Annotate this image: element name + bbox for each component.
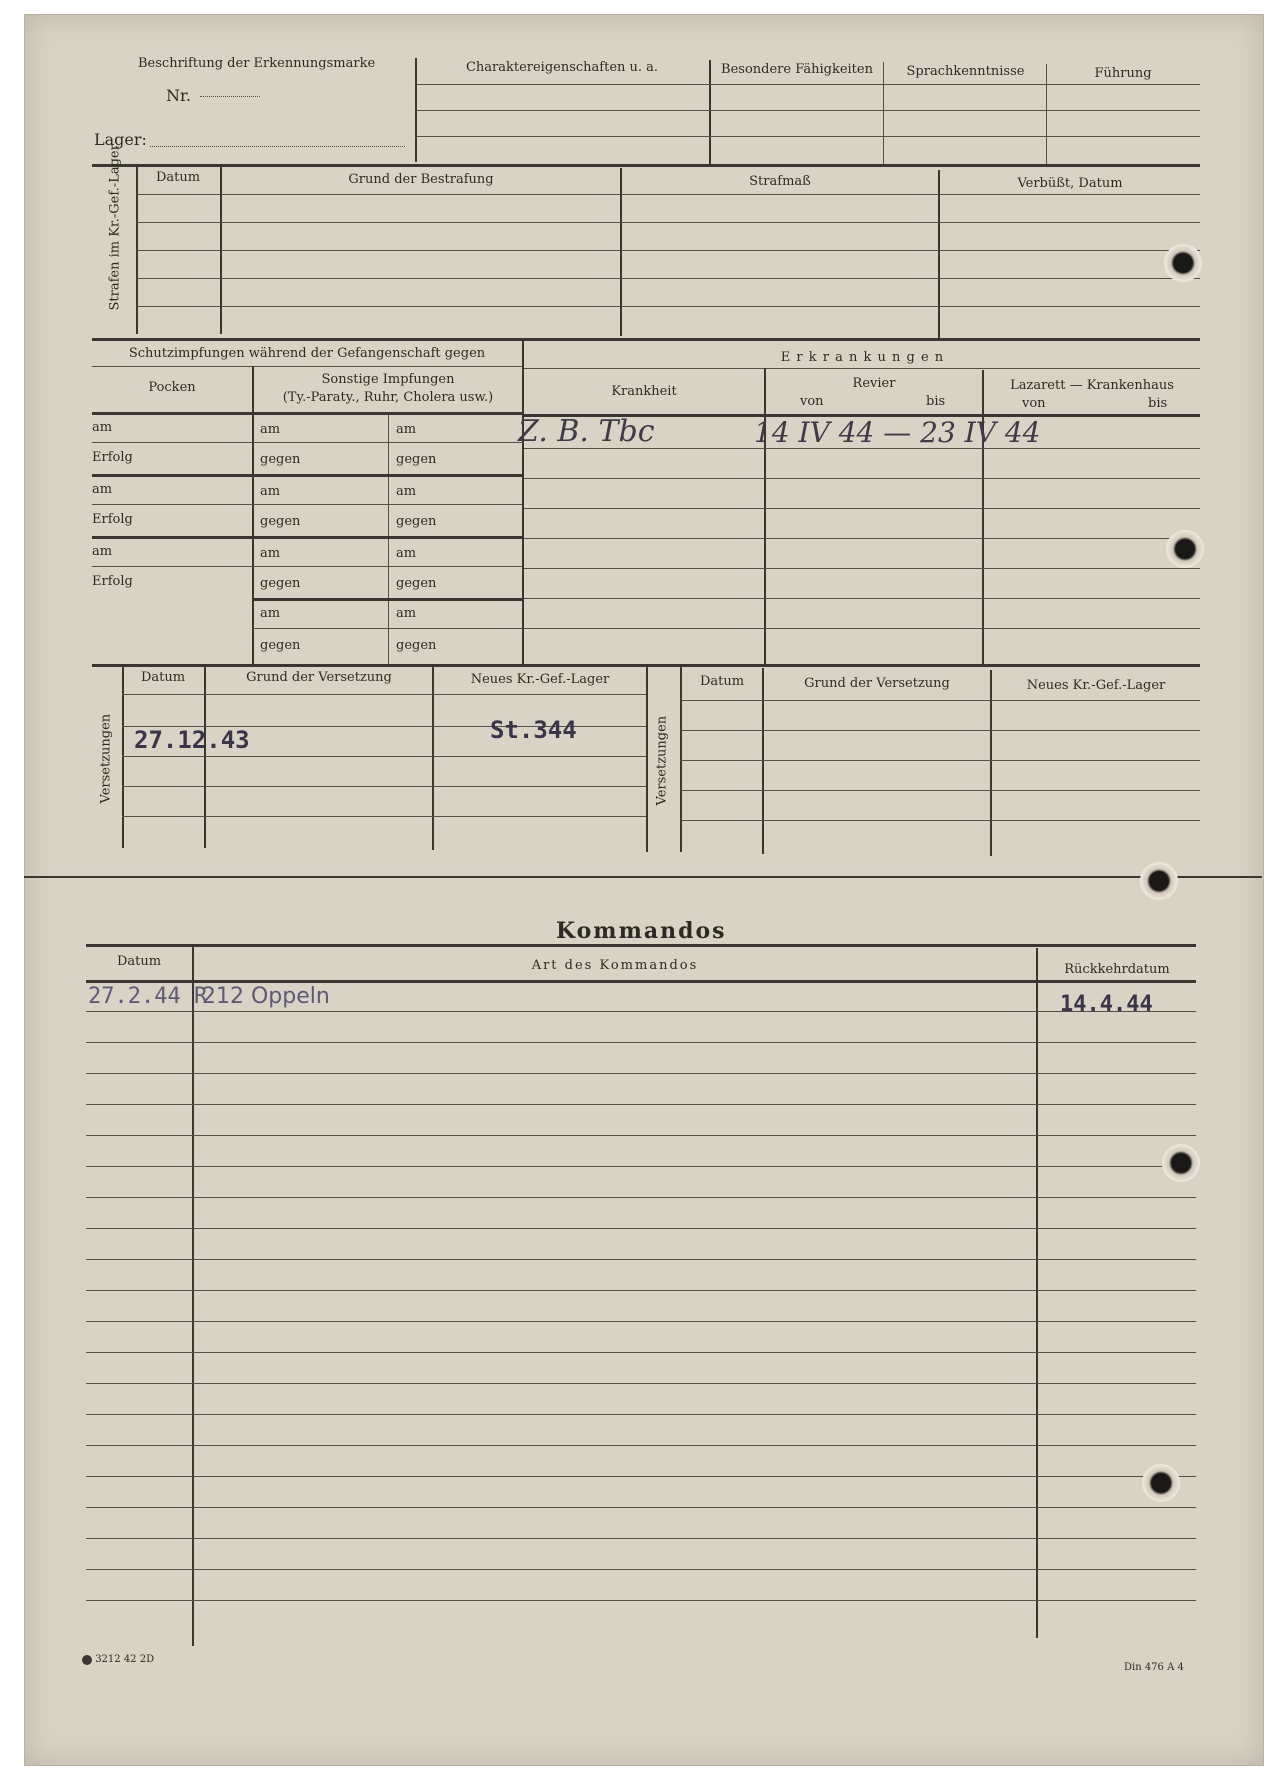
komm-rule bbox=[86, 1383, 1196, 1384]
versetzungen-side-label-right: Versetzungen bbox=[654, 715, 670, 806]
komm-rule bbox=[86, 1042, 1196, 1043]
punch-hole-icon bbox=[1166, 530, 1204, 568]
impf-am-1a: am bbox=[260, 422, 281, 437]
strafen-rule bbox=[136, 306, 1200, 307]
strafen-rule bbox=[136, 250, 1200, 251]
komm-rule bbox=[86, 1507, 1196, 1508]
pocken-am-3: am bbox=[92, 544, 113, 559]
erk-divider bbox=[764, 368, 766, 664]
pocken-am-1: am bbox=[92, 420, 113, 435]
lazarett-bis: bis bbox=[1148, 396, 1168, 411]
impf-gegen-3b: gegen bbox=[396, 576, 437, 591]
pocken-am-2: am bbox=[92, 482, 113, 497]
pocken-header: Pocken bbox=[148, 380, 196, 395]
strafen-header-verbuesst: Verbüßt, Datum bbox=[1017, 176, 1123, 191]
vers-rule bbox=[680, 820, 1200, 821]
lager-label: Lager: bbox=[94, 130, 147, 149]
vers-rule bbox=[122, 786, 646, 787]
header-faehigkeiten: Besondere Fähigkeiten bbox=[721, 62, 873, 77]
sonstige-header-1: Sonstige Impfungen bbox=[321, 372, 455, 387]
section-rule bbox=[92, 164, 1200, 167]
lazarett-von: von bbox=[1022, 396, 1046, 411]
impf-rule bbox=[92, 366, 522, 367]
vers-rule bbox=[122, 816, 646, 817]
vers-header-datum-left: Datum bbox=[140, 670, 186, 685]
lazarett-header: Lazarett — Krankenhaus bbox=[1010, 378, 1174, 393]
impf-rule bbox=[92, 474, 522, 477]
erk-rule bbox=[524, 628, 1200, 629]
lager-field bbox=[150, 146, 405, 147]
komm-entry-datum: 27.2.44 R bbox=[88, 984, 208, 1009]
vers-header-lager-right: Neues Kr.-Gef.-Lager bbox=[1026, 678, 1166, 693]
erkrankungen-title: E r k r a n k u n g e n bbox=[780, 350, 945, 365]
nr-label: Nr. bbox=[166, 86, 191, 105]
komm-rule bbox=[86, 1228, 1196, 1229]
erk-rule bbox=[524, 508, 1200, 509]
punch-hole-icon bbox=[1164, 244, 1202, 282]
punch-hole-icon bbox=[1162, 1144, 1200, 1182]
fold-line bbox=[24, 876, 1262, 878]
vers-header-lager-left: Neues Kr.-Gef.-Lager bbox=[470, 672, 610, 687]
komm-rule bbox=[86, 1538, 1196, 1539]
footer-left bbox=[82, 1654, 154, 1665]
krankheit-header: Krankheit bbox=[611, 384, 677, 399]
footer-right: Din 476 A 4 bbox=[1124, 1662, 1184, 1673]
komm-divider bbox=[1036, 948, 1038, 1638]
vers-divider bbox=[646, 666, 648, 852]
vers-rule bbox=[122, 756, 646, 757]
vers-rule bbox=[680, 700, 1200, 701]
krankheit-entry: Z. B. Tbc bbox=[518, 414, 655, 449]
footer-left-text: 3212 42 2D bbox=[95, 1654, 155, 1665]
komm-divider bbox=[192, 946, 194, 1646]
impf-am-2b: am bbox=[396, 484, 417, 499]
erk-rule bbox=[524, 598, 1200, 599]
strafen-header-grund: Grund der Bestrafung bbox=[348, 172, 494, 187]
impf-gegen-2a: gegen bbox=[260, 514, 301, 529]
impf-gegen-4b: gegen bbox=[396, 638, 437, 653]
top-rule bbox=[415, 110, 1200, 111]
impf-rule bbox=[92, 442, 522, 443]
komm-entry-art: 212 Oppeln bbox=[202, 984, 330, 1009]
strafen-side-label: Strafen im Kr.-Gef.-Lager bbox=[107, 144, 123, 311]
impf-rule bbox=[252, 628, 522, 629]
komm-rule bbox=[86, 1352, 1196, 1353]
impf-gegen-2b: gegen bbox=[396, 514, 437, 529]
komm-header-art: Art des Kommandos bbox=[531, 958, 699, 973]
vers-entry-lager: St.344 bbox=[490, 716, 577, 744]
versetzungen-side-label-left: Versetzungen bbox=[98, 713, 114, 804]
strafen-rule bbox=[136, 222, 1200, 223]
vers-rule bbox=[122, 694, 646, 695]
vers-rule bbox=[680, 760, 1200, 761]
komm-header-rueckkehr: Rückkehrdatum bbox=[1064, 962, 1170, 977]
komm-rule bbox=[86, 980, 1196, 983]
top-rule bbox=[415, 84, 1200, 85]
header-sprachen: Sprachkenntnisse bbox=[906, 64, 1025, 79]
komm-rule bbox=[86, 1445, 1196, 1446]
punch-hole-icon bbox=[1140, 862, 1178, 900]
erk-rule bbox=[524, 478, 1200, 479]
impf-am-4b: am bbox=[396, 606, 417, 621]
impf-rule bbox=[92, 504, 522, 505]
strafen-rule bbox=[136, 278, 1200, 279]
revier-header: Revier bbox=[852, 376, 896, 391]
vers-divider bbox=[762, 668, 764, 854]
impf-gegen-1a: gegen bbox=[260, 452, 301, 467]
komm-rule bbox=[86, 1135, 1196, 1136]
strafen-header-datum: Datum bbox=[155, 170, 201, 185]
komm-rule bbox=[86, 1476, 1196, 1477]
komm-rule bbox=[86, 1166, 1196, 1167]
top-rule bbox=[415, 136, 1200, 137]
vers-header-grund-left: Grund der Versetzung bbox=[246, 670, 392, 685]
erk-rule bbox=[524, 368, 1200, 369]
impf-am-2a: am bbox=[260, 484, 281, 499]
komm-rule bbox=[86, 1414, 1196, 1415]
impf-rule bbox=[92, 566, 522, 567]
impf-title: Schutzimpfungen während der Gefangenschaft gegen bbox=[128, 346, 486, 361]
komm-rule bbox=[86, 1104, 1196, 1105]
sonstige-header-2: (Ty.-Paraty., Ruhr, Cholera usw.) bbox=[282, 390, 494, 405]
impf-am-1b: am bbox=[396, 422, 417, 437]
revier-entry: 14 IV 44 — 23 IV 44 bbox=[754, 416, 1041, 449]
impf-rule bbox=[92, 536, 522, 539]
strafen-header-strafmass: Strafmaß bbox=[749, 174, 811, 189]
impf-gegen-4a: gegen bbox=[260, 638, 301, 653]
kommandos-title: Kommandos bbox=[556, 918, 727, 944]
impf-divider bbox=[252, 366, 254, 664]
footer-circle-icon bbox=[82, 1655, 92, 1665]
impf-am-3a: am bbox=[260, 546, 281, 561]
top-divider bbox=[883, 62, 884, 164]
vers-divider bbox=[990, 670, 992, 856]
vers-header-datum-right: Datum bbox=[699, 674, 745, 689]
komm-rule bbox=[86, 1011, 1196, 1012]
revier-bis: bis bbox=[926, 394, 946, 409]
komm-rule bbox=[86, 1197, 1196, 1198]
top-divider bbox=[1046, 64, 1047, 164]
pocken-erfolg-2: Erfolg bbox=[92, 512, 133, 527]
strafen-rule bbox=[136, 194, 1200, 195]
pocken-erfolg-3: Erfolg bbox=[92, 574, 133, 589]
revier-von: von bbox=[800, 394, 824, 409]
section-rule bbox=[86, 944, 1196, 947]
vers-divider bbox=[680, 666, 682, 852]
impf-am-4a: am bbox=[260, 606, 281, 621]
header-charakter: Charaktereigenschaften u. a. bbox=[465, 60, 659, 75]
tag-label: Beschriftung der Erkennungsmarke bbox=[138, 56, 376, 71]
punch-hole-icon bbox=[1142, 1464, 1180, 1502]
komm-rule bbox=[86, 1073, 1196, 1074]
vers-rule bbox=[680, 790, 1200, 791]
impf-gegen-3a: gegen bbox=[260, 576, 301, 591]
komm-header-datum: Datum bbox=[116, 954, 162, 969]
pocken-erfolg-1: Erfolg bbox=[92, 450, 133, 465]
impf-am-3b: am bbox=[396, 546, 417, 561]
impf-gegen-1b: gegen bbox=[396, 452, 437, 467]
nr-field bbox=[200, 96, 260, 97]
komm-rule bbox=[86, 1569, 1196, 1570]
komm-entry-rueckkehr: 14.4.44 bbox=[1060, 992, 1153, 1017]
impf-rule bbox=[92, 412, 522, 415]
vers-header-grund-right: Grund der Versetzung bbox=[804, 676, 950, 691]
section-rule bbox=[92, 338, 1200, 341]
komm-rule bbox=[86, 1321, 1196, 1322]
header-fuehrung: Führung bbox=[1094, 66, 1152, 81]
impf-rule bbox=[252, 598, 522, 601]
vers-entry-datum: 27.12.43 bbox=[134, 726, 250, 754]
erk-rule bbox=[524, 568, 1200, 569]
komm-rule bbox=[86, 1600, 1196, 1601]
komm-rule bbox=[86, 1259, 1196, 1260]
strafen-divider bbox=[938, 170, 940, 338]
erk-rule bbox=[524, 538, 1200, 539]
vers-rule bbox=[680, 730, 1200, 731]
komm-rule bbox=[86, 1290, 1196, 1291]
